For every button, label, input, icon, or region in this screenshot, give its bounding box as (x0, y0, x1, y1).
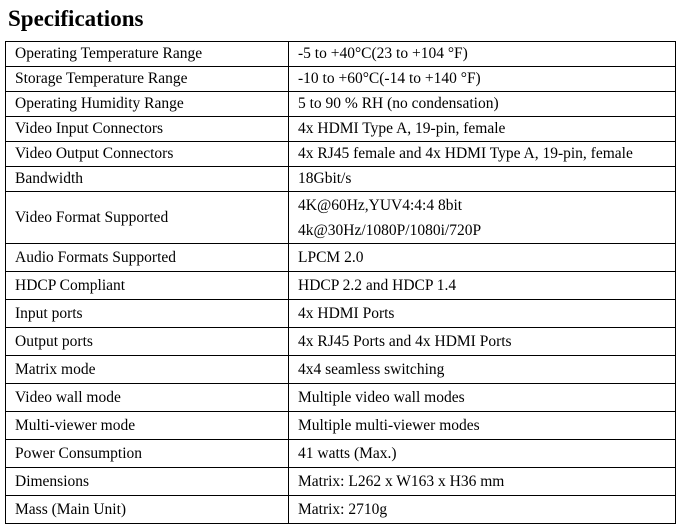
specifications-table (5, 41, 676, 524)
spec-label: Power Consumption (6, 440, 289, 468)
spec-value: 41 watts (Max.) (289, 440, 676, 468)
table-row (6, 384, 676, 412)
spec-label: Multi-viewer mode (6, 412, 289, 440)
spec-label: Operating Humidity Range (6, 92, 289, 117)
spec-value: 18Gbit/s (289, 167, 676, 192)
spec-value (289, 192, 676, 244)
spec-label: Storage Temperature Range (6, 67, 289, 92)
spec-value: Multiple video wall modes (289, 384, 676, 412)
spec-label: Operating Temperature Range (6, 42, 289, 67)
spec-label: Bandwidth (6, 167, 289, 192)
table-row (6, 356, 676, 384)
spec-value: 5 to 90 % RH (no condensation) (289, 92, 676, 117)
table-row (6, 92, 676, 117)
spec-value: LPCM 2.0 (289, 244, 676, 272)
spec-value: -10 to +60°C(-14 to +140 °F) (289, 67, 676, 92)
spec-label: Matrix mode (6, 356, 289, 384)
table-row (6, 412, 676, 440)
table-row (6, 300, 676, 328)
spec-value: Matrix: L262 x W163 x H36 mm (289, 468, 676, 496)
spec-value-line: 4k@30Hz/1080P/1080i/720P (298, 221, 482, 239)
table-row (6, 142, 676, 167)
spec-label: Video Output Connectors (6, 142, 289, 167)
table-row (6, 192, 676, 244)
table-row (6, 272, 676, 300)
spec-label: Dimensions (6, 468, 289, 496)
table-row (6, 42, 676, 67)
spec-label: Video Input Connectors (6, 117, 289, 142)
spec-value: HDCP 2.2 and HDCP 1.4 (289, 272, 676, 300)
spec-value: Matrix: 2710g (289, 496, 676, 524)
table-row (6, 328, 676, 356)
spec-label: Video wall mode (6, 384, 289, 412)
table-row (6, 117, 676, 142)
table-row (6, 244, 676, 272)
spec-value: -5 to +40°C(23 to +104 °F) (289, 42, 676, 67)
spec-value: 4x RJ45 female and 4x HDMI Type A, 19-pin, female (289, 142, 676, 167)
spec-label: Mass (Main Unit) (6, 496, 289, 524)
spec-label: Output ports (6, 328, 289, 356)
spec-value: 4x HDMI Ports (289, 300, 676, 328)
table-row (6, 496, 676, 524)
spec-label: Video Format Supported (6, 192, 289, 244)
table-row (6, 67, 676, 92)
table-row (6, 167, 676, 192)
spec-value: 4x HDMI Type A, 19-pin, female (289, 117, 676, 142)
spec-value: 4x RJ45 Ports and 4x HDMI Ports (289, 328, 676, 356)
spec-label: HDCP Compliant (6, 272, 289, 300)
spec-value: Multiple multi-viewer modes (289, 412, 676, 440)
spec-label: Input ports (6, 300, 289, 328)
table-row (6, 440, 676, 468)
spec-label: Audio Formats Supported (6, 244, 289, 272)
table-row (6, 468, 676, 496)
spec-value: 4x4 seamless switching (289, 356, 676, 384)
page-title: Specifications (8, 6, 144, 31)
spec-value-line: 4K@60Hz,YUV4:4:4 8bit (298, 196, 463, 214)
